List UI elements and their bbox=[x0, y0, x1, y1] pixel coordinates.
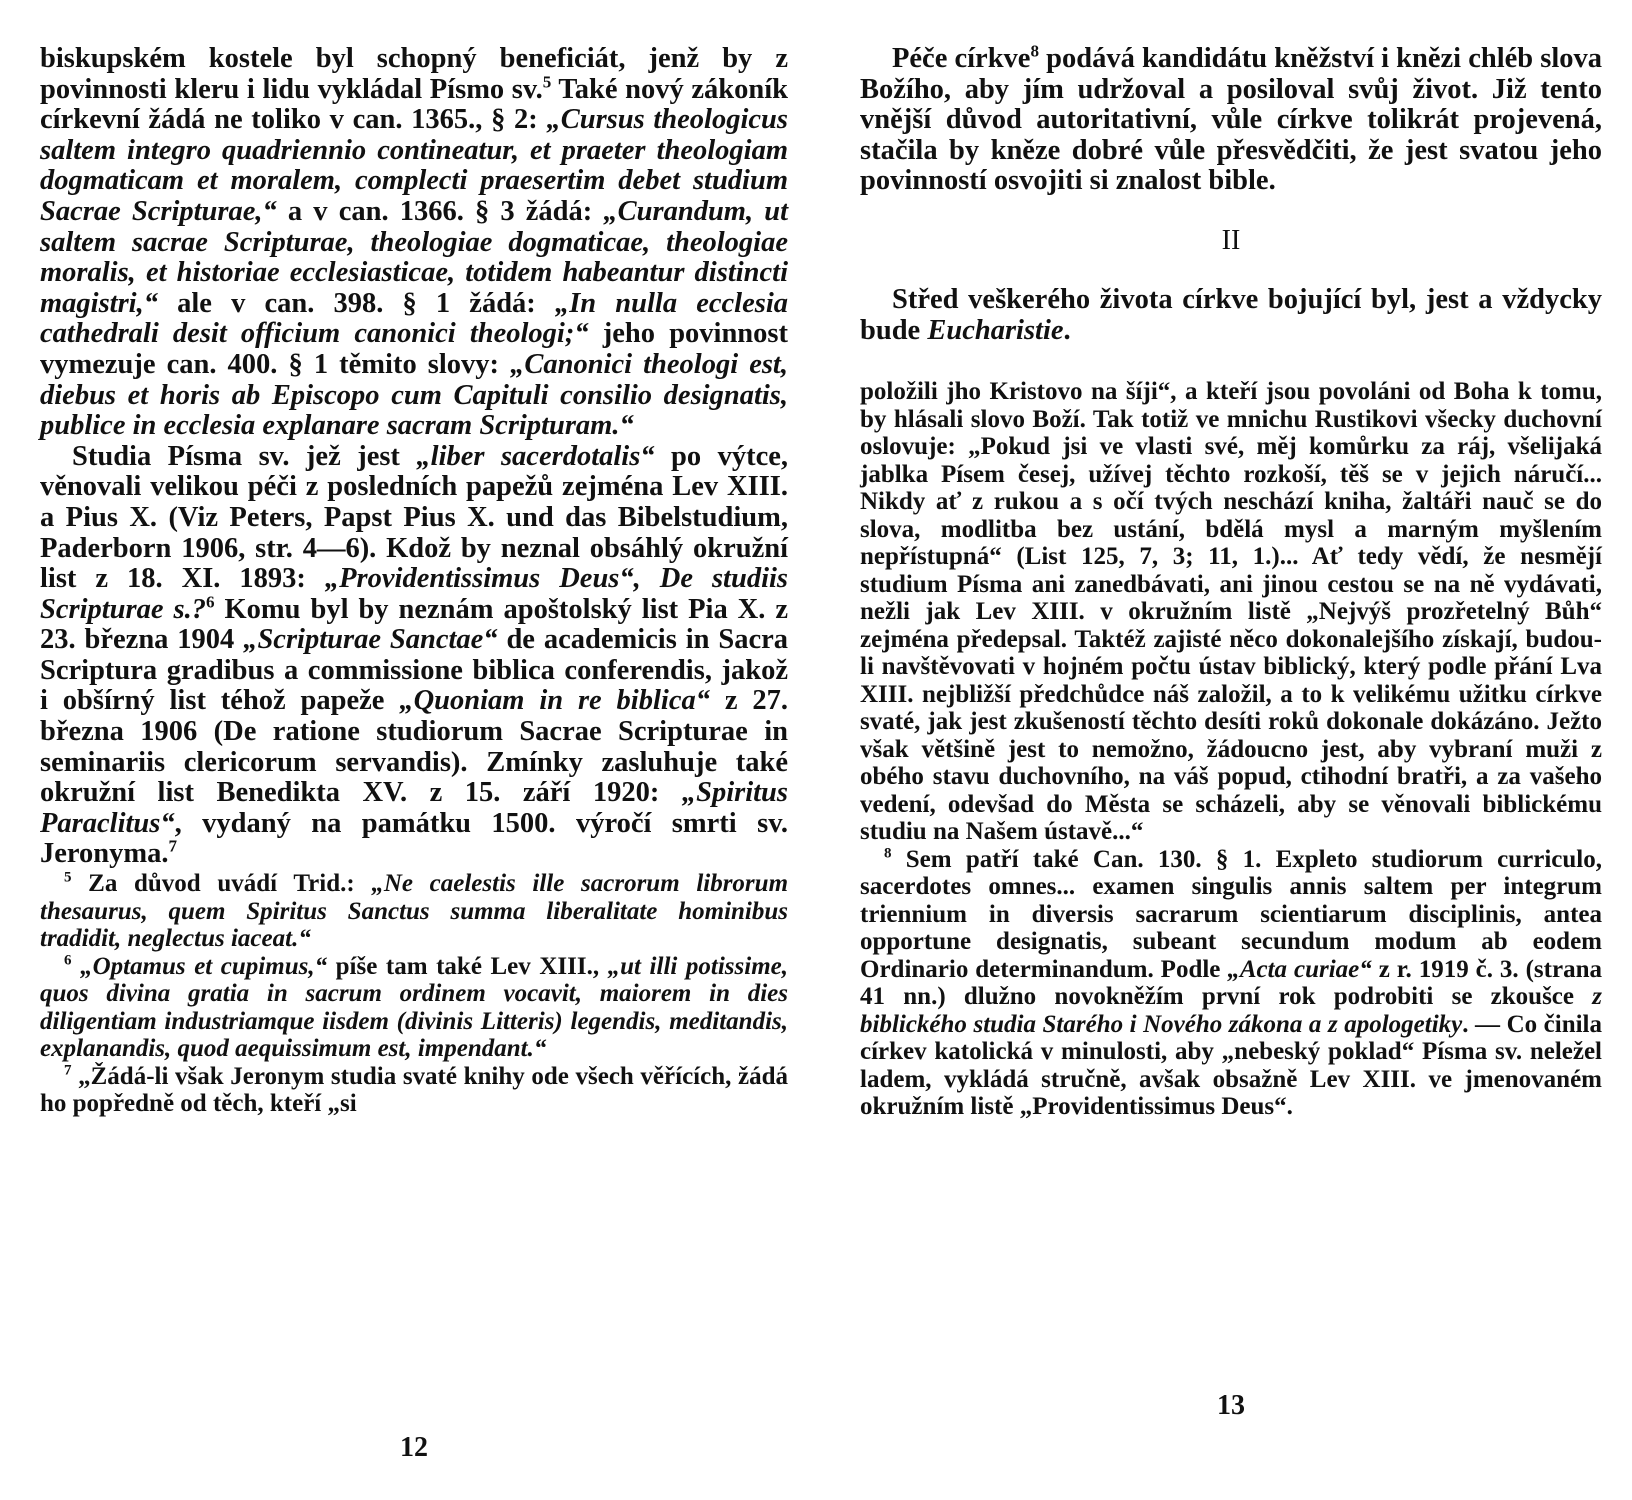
footnote-ref-5: 5 bbox=[542, 72, 552, 92]
page-number: 12 bbox=[400, 1432, 428, 1463]
latin-quote: „Providentissimus Deus“, De studiis Scripturae s.? bbox=[40, 563, 788, 625]
right-page bbox=[860, 41, 1603, 1484]
latin-quote: „In nulla ecclesia cathedrali desit officium canonici theologi;“ bbox=[40, 287, 788, 350]
text-run: podává kandidátu kněžství i knězi chléb slova Božího, aby jím udržoval a posiloval svůj život. Již tento vnější důvod autoritativní, vůle církve tolikrát projevená, stačila by kněze dobré vůle přesvědčiti, že jest svatou jeho povinností osvojiti si znalost bible. bbox=[860, 43, 1603, 197]
footnote-6 bbox=[40, 953, 788, 1063]
latin-quote: „Curandum, ut saltem sacrae Scripturae, theologiae dogmaticae, theologiae moralis, et historiae ecclesiasticae, totidem habeantur distincti magistri,“ bbox=[40, 195, 788, 319]
text-run: z 27. března 1906 (De ratione studiorum Sacrae Scripturae in seminariis clericorum servandis). Zmínky zasluhuje také okružní list Benedikta XV. z 15. září 1920: bbox=[40, 685, 788, 809]
left-page bbox=[40, 44, 788, 1484]
text-run: Také nový zákoník církevní žádá ne toliko v can. 1365., § 2: bbox=[40, 73, 788, 136]
footnote-7-continuation bbox=[860, 378, 1602, 846]
text-run: z r. 1919 č. 3. (strana 41 nn.) dlužno novokněžím první rok podrobiti se zkoušce bbox=[860, 955, 1602, 1011]
text-run: Komu byl by neznám apoštolský list Pia X. z 23. března 1904 bbox=[40, 593, 788, 656]
footnote-7 bbox=[40, 1063, 788, 1118]
text-run: biskupském kostele byl schopný beneficiát, jenž by z povinnosti kleru i lidu vykládal Písmo sv. bbox=[40, 43, 788, 105]
footnote-8 bbox=[860, 846, 1602, 1121]
text-run: Sem patří také Can. 130. § 1. Expleto studiorum curriculo, sacerdotes omnes... examen singulis annis saltem per integrum triennium in diversis sacrarum scientiarum disciplinis, antea opportune designatis, subeant secundum modum ab eodem Ordinario determinandum. Podle bbox=[860, 845, 1602, 983]
footnote-ref-8: 8 bbox=[1030, 41, 1039, 61]
latin-quote: „Cursus theologicus saltem integro quadriennio contineatur, et praeter theologiam dogmaticam et moralem, complecti praesertim debet studium Sacrae Scripturae,“ bbox=[40, 104, 788, 227]
text-run: po výtce, věnovali velikou péči z posledních papežů zejména Lev XIII. a Pius X. (Viz Peters, Papst Pius X. und das Bibelstudium, Paderborn 1906, str. 4—6). Kdož by neznal obsáhlý okružní list z 18. XI. 1893: bbox=[40, 440, 789, 595]
latin-quote: „ut illi potissime, quos divina gratia in sacrum ordinem vocavit, maiorem in dies diligentiam industriamque iisdem (divinis Litteris) legendis, meditandis, explanandis, quod aequissimum est, impendant.“ bbox=[40, 952, 788, 1063]
emphasis: Eucharistie bbox=[927, 314, 1064, 346]
latin-quote: „Acta curiae“ bbox=[1227, 955, 1372, 983]
text-run: Za důvod uvádí Trid.: bbox=[71, 870, 372, 898]
footnote-ref-6: 6 bbox=[205, 592, 215, 612]
latin-quote: „Optamus et cupimus,“ bbox=[71, 952, 328, 980]
text-run: a v can. 1366. § 3 žádá: bbox=[276, 195, 604, 227]
section-heading: II bbox=[1221, 224, 1241, 256]
text-run: položili jho Kristovo na šíji“, a kteří jsou povoláni od Boha k tomu, by hlásali slovo Boží. Tak totiž ve mnichu Rustikovi všecky duchovní oslovuje: „Pokud jsi ve vlasti své, měj komůrku za ráj, všelijaká jablka Písem česej, užívej těchto rozkoší, těš se v jejich náručí... Nikdy ať z rukou a s očí tvých neschází kniha, žaltáři nauč se do slova, modlitba bez ustání, bdělá mysl a marným myšlením nepřístupná“ (List 125, 7, 3; 11, 1.)... Ať tedy vědí, že nesmějí studium Písma ani zanedbávati, ani jinou cestou se na ně vydávati, nežli jak Lev XIII. v okružním listě „Nejvýš prozřetelný Bůh“ zejména předepsal. Taktéž zajisté něco dokonalejšího získají, budou-li navštěvovati v hojném počtu ústav biblický, který podle přání Lva XIII. nejbližší předchůdce náš založil, a to k velikému užitku církve svaté, jak jest zkušeností těchto desíti roků dokonale dokázáno. Ježto však většině jest to nemožno, žádoucno jest, aby vybraní muži z obého stavu duchovního, na váš popud, ctihodní bratři, a za vašeho vedení, odevšad do Města se scházeli, aby se věnovali biblickému studiu na Našem ústavě...“ bbox=[860, 378, 1602, 846]
latin-quote: „liber sacerdotalis“ bbox=[416, 440, 655, 472]
footnote-mark: 6 bbox=[64, 952, 72, 969]
left-paragraph-1 bbox=[40, 44, 788, 442]
text-run: . — Co činila církev katolická v minulosti, aby „nebeský poklad“ Písma sv. neležel ladem, vykládá stručně, avšak obsažně Lev XIII. ve jmenovaném okružním listě „Providentissimus Deus“. bbox=[860, 1010, 1602, 1121]
latin-quote: „Quoniam in re biblica“ bbox=[399, 685, 710, 717]
footnote-ref-7: 7 bbox=[168, 836, 178, 856]
text-run: píše tam také Lev XIII., bbox=[327, 952, 608, 980]
section-lead bbox=[860, 285, 1602, 346]
footnote-mark: 5 bbox=[64, 869, 72, 886]
text-run: jeho povinnost vymezuje can. 400. § 1 těmito slovy: bbox=[40, 318, 788, 380]
footnote-mark: 7 bbox=[64, 1062, 72, 1079]
footnote-mark: 8 bbox=[884, 845, 892, 862]
text-run: de academicis in Sacra Scriptura gradibus a commissione biblica conferendis, jakož i obšírný list téhož papeže bbox=[40, 624, 789, 717]
left-footnotes bbox=[40, 870, 788, 1118]
text-run: Studia Písma sv. jež jest bbox=[72, 440, 417, 472]
emphasis: z biblického studia Starého i Nového zákona a z apologetiky bbox=[860, 983, 1602, 1038]
right-paragraph-1 bbox=[860, 41, 1603, 197]
text-run: , vydaný na památku 1500. výročí smrti sv. Jeronyma. bbox=[40, 807, 788, 870]
text-run: . bbox=[1063, 314, 1071, 346]
latin-quote: „Scripturae Sanctae“ bbox=[243, 624, 498, 656]
page-number: 13 bbox=[1217, 1390, 1245, 1421]
footnote-5 bbox=[40, 870, 788, 953]
text-run: Péče církve bbox=[892, 43, 1031, 74]
text-run: ale v can. 398. § 1 žádá: bbox=[157, 287, 555, 319]
latin-quote: „Ne caelestis ille sacrorum librorum thesaurus, quem Spiritus Sanctus summa liberalitate hominibus tradidit, neglectus iaceat.“ bbox=[40, 870, 789, 953]
latin-quote: „Spiritus Paraclitus“ bbox=[40, 777, 788, 839]
right-footnotes bbox=[860, 378, 1602, 1121]
text-run: „Žádá-li však Jeronym studia svaté knihy ode všech věřících, žádá ho popředně od těch, kteří „si bbox=[40, 1062, 788, 1118]
latin-quote: „Canonici theologi est, diebus et horis ab Episcopo cum Capituli consilio designatis, publice in ecclesia explanare sacram Scripturam.“ bbox=[40, 348, 788, 442]
left-paragraph-2 bbox=[40, 442, 788, 870]
text-run: Střed veškerého života církve bojující byl, jest a vždycky bude bbox=[860, 283, 1602, 346]
